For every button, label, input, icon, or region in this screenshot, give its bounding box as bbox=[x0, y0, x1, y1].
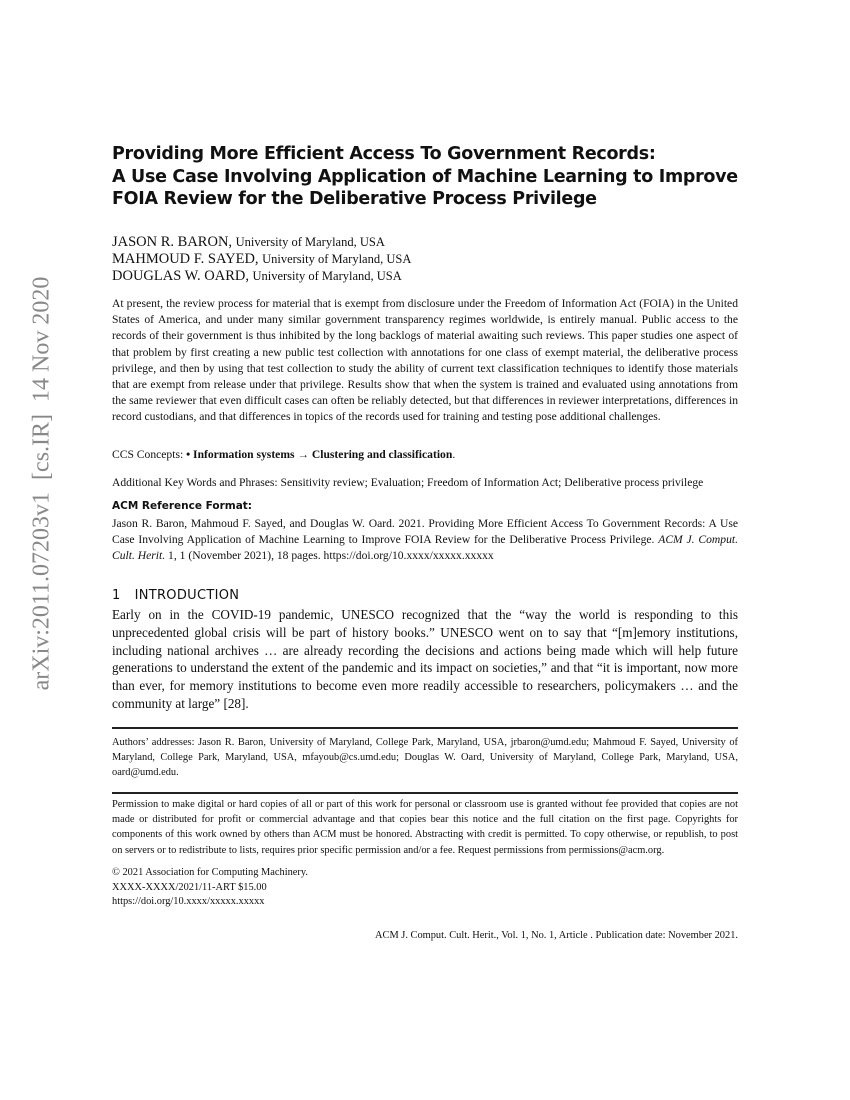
author-list bbox=[112, 234, 738, 285]
reference-text: Jason R. Baron, Mahmoud F. Sayed, and Douglas W. Oard. 2021. Providing More Efficient Access To Government Records: A Use Case Involving Application of Machine Learning to Improve FOIA Review for the Deliberative Process Privilege. bbox=[112, 517, 738, 547]
ccs-label: CCS Concepts: bbox=[112, 448, 184, 461]
author bbox=[112, 234, 738, 251]
author bbox=[112, 251, 738, 268]
divider bbox=[112, 792, 738, 794]
divider bbox=[112, 727, 738, 729]
arxiv-stamp: arXiv:2011.07203v1 [cs.IR] 14 Nov 2020 bbox=[28, 276, 55, 691]
reference-heading: ACM Reference Format: bbox=[112, 500, 252, 512]
author-name: JASON R. BARON, bbox=[112, 234, 233, 250]
author-affiliation: University of Maryland, USA bbox=[262, 252, 412, 266]
reference-format bbox=[112, 516, 738, 565]
section-title: INTRODUCTION bbox=[134, 588, 240, 603]
issn-line: XXXX-XXXX/2021/11-ART $15.00 bbox=[112, 881, 267, 893]
author-affiliation: University of Maryland, USA bbox=[252, 269, 402, 283]
page-footer: ACM J. Comput. Cult. Herit., Vol. 1, No. 1, Article . Publication date: November 2021. bbox=[375, 930, 738, 941]
ccs-value: • Information systems → Clustering and classification bbox=[186, 448, 453, 461]
reference-tail: 1, 1 (November 2021), 18 pages. https://doi.org/10.xxxx/xxxxx.xxxxx bbox=[168, 549, 494, 563]
author-name: DOUGLAS W. OARD, bbox=[112, 268, 249, 284]
author-name: MAHMOUD F. SAYED, bbox=[112, 251, 259, 267]
title-line: Providing More Efficient Access To Government Records: bbox=[112, 144, 656, 164]
intro-paragraph: Early on in the COVID-19 pandemic, UNESCO recognized that the “way the world is responding to this unprecedented global crisis will be part of history books.” UNESCO went on to say that “[m]emory institutions, including national archives … are already recording the decisions and actions being made which will help future generations to understand the extent of the pandemic and its impact on societies,” and that “it is important, now more than ever, for memory institutions to become even more readily accessible to researchers, policymakers … and the community at large” [28]. bbox=[112, 607, 738, 711]
author bbox=[112, 268, 738, 285]
title-line: A Use Case Involving Application of Machine Learning to Improve bbox=[112, 166, 738, 187]
ccs-concepts bbox=[112, 448, 738, 461]
section-number: 1 bbox=[112, 588, 121, 603]
author-affiliation: University of Maryland, USA bbox=[235, 235, 385, 249]
reference-journal: ACM J. Comput. Cult. Herit. bbox=[112, 533, 738, 563]
title-line: FOIA Review for the Deliberative Process Privilege bbox=[112, 189, 597, 209]
copyright-line: © 2021 Association for Computing Machinery. bbox=[112, 867, 308, 878]
copyright-block bbox=[112, 866, 738, 910]
abstract: At present, the review process for material that is exempt from disclosure under the Freedom of Information Act (FOIA) in the United States of America, and under many similar government transparency regimes worldwide, is entirely manual. Public access to the records of their government is thus inhibited by the long backlogs of material awaiting such reviews. This paper studies one aspect of that problem by first creating a new public test collection with annotations for one class of exempt material, the deliberative process privilege, and then by using that test collection to study the ability of current text classification techniques to identify those materials that are exempt from release under that privilege. Results show that when the system is trained and evaluated using annotations from the same reviewer that even difficult cases can often be reliably detected, but that differences in reviewer interpretations, differences in record custodians, and that differences in topics of the records used for training and testing pose additional challenges. bbox=[112, 297, 738, 424]
permission-notice: Permission to make digital or hard copies of all or part of this work for personal or classroom use is granted without fee provided that copies are not made or distributed for profit or commercial advantage and that copies bear this notice and the full citation on the first page. Copyrights for components of this work owned by others than ACM must be honored. Abstracting with credit is permitted. To copy otherwise, or republish, to post on servers or to redistribute to lists, requires prior specific permission and/or a fee. Request permissions from permissions@acm.org. bbox=[112, 799, 738, 856]
author-addresses: Authors’ addresses: Jason R. Baron, University of Maryland, College Park, Maryland, USA, jrbaron@umd.edu; Mahmoud F. Sayed, University of Maryland, College Park, Maryland, USA, mfayoub@cs.umd.edu; Douglas W. Oard, University of Maryland, College Park, Maryland, USA, oard@umd.edu. bbox=[112, 737, 738, 778]
ccs-end: . bbox=[452, 448, 456, 461]
doi-line: https://doi.org/10.xxxx/xxxxx.xxxxx bbox=[112, 896, 265, 908]
section-heading bbox=[112, 588, 738, 603]
paper-title bbox=[112, 143, 738, 211]
keywords: Additional Key Words and Phrases: Sensitivity review; Evaluation; Freedom of Information Act; Deliberative process privilege bbox=[112, 476, 704, 489]
